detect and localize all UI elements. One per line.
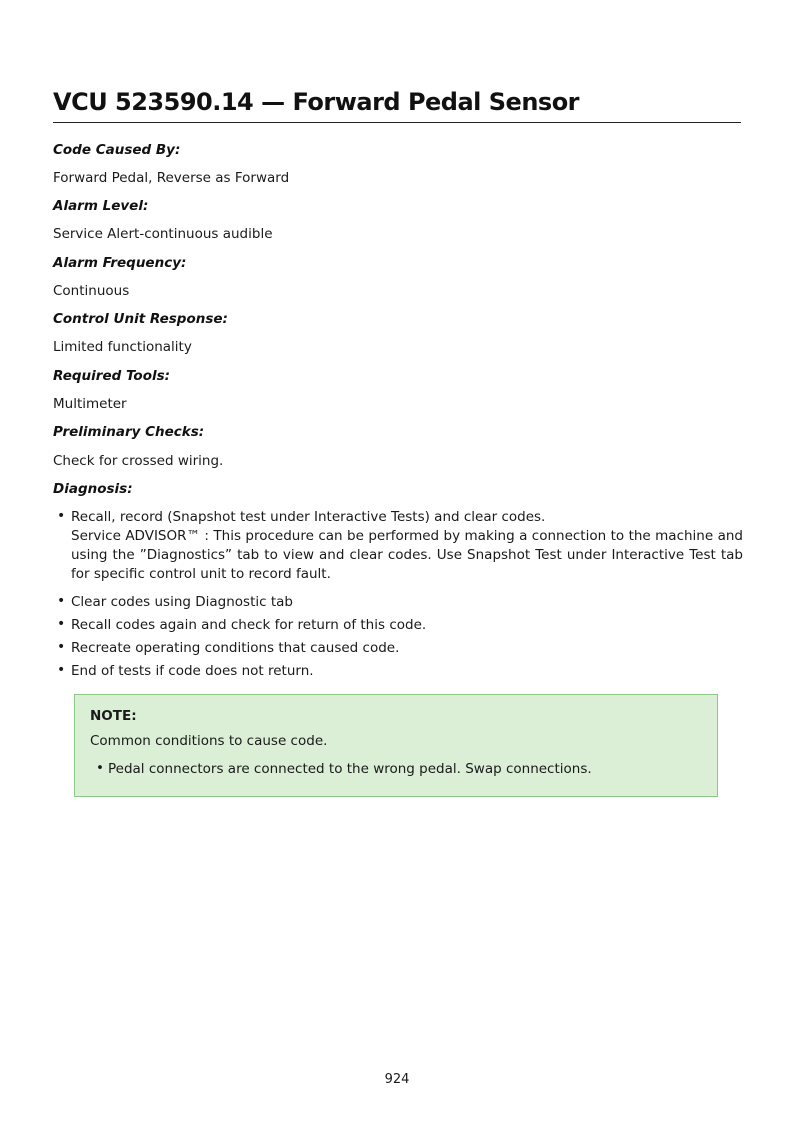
diagnosis-label: Diagnosis: — [53, 481, 133, 497]
page-title: VCU 523590.14 — Forward Pedal Sensor — [53, 88, 580, 116]
diagnosis-step-text: Recall, record (Snapshot test under Interactive Tests) and clear codes. — [71, 509, 546, 525]
diagnosis-step-text: Recreate operating conditions that caused code. — [71, 640, 400, 656]
bullet-icon: • — [57, 616, 66, 632]
diagnosis-step-text: Clear codes using Diagnostic tab — [71, 594, 293, 610]
required-tools-value: Multimeter — [53, 396, 127, 412]
alarm-level-value: Service Alert-continuous audible — [53, 226, 273, 242]
diagnosis-step — [53, 508, 743, 584]
bullet-icon: • — [96, 760, 104, 776]
control-unit-response-label: Control Unit Response: — [53, 311, 228, 327]
diagnosis-step — [53, 662, 743, 681]
diagnosis-steps-list — [53, 508, 743, 685]
diagnosis-step-text: End of tests if code does not return. — [71, 663, 314, 679]
bullet-icon: • — [57, 593, 66, 609]
bullet-icon: • — [57, 662, 66, 678]
note-title: NOTE: — [90, 708, 137, 724]
title-divider — [53, 122, 741, 123]
page-number: 924 — [384, 1072, 410, 1087]
bullet-icon: • — [57, 639, 66, 655]
alarm-frequency-label: Alarm Frequency: — [53, 255, 187, 271]
note-text: Common conditions to cause code. — [90, 733, 328, 749]
preliminary-checks-label: Preliminary Checks: — [53, 424, 205, 440]
note-list-item — [96, 760, 592, 778]
alarm-level-label: Alarm Level: — [53, 198, 149, 214]
diagnosis-step-text: Recall codes again and check for return of this code. — [71, 617, 427, 633]
note-box — [74, 694, 718, 797]
note-list-item-text: Pedal connectors are connected to the wrong pedal. Swap connections. — [108, 761, 592, 777]
required-tools-label: Required Tools: — [53, 368, 171, 384]
service-advisor-detail: Service ADVISOR™ : This procedure can be performed by making a connection to the machine and using the ”Diagnostics” tab to view and clear codes. Use Snapshot Test under Interactive Test tab for specific control unit to record fault. — [71, 528, 743, 582]
alarm-frequency-value: Continuous — [53, 283, 130, 299]
bullet-icon: • — [57, 508, 66, 524]
preliminary-checks-value: Check for crossed wiring. — [53, 453, 224, 469]
code-caused-by-value: Forward Pedal, Reverse as Forward — [53, 170, 290, 186]
diagnosis-step — [53, 616, 743, 635]
diagnosis-step — [53, 593, 743, 612]
control-unit-response-value: Limited functionality — [53, 339, 192, 355]
diagnosis-step — [53, 639, 743, 658]
code-caused-by-label: Code Caused By: — [53, 142, 181, 158]
